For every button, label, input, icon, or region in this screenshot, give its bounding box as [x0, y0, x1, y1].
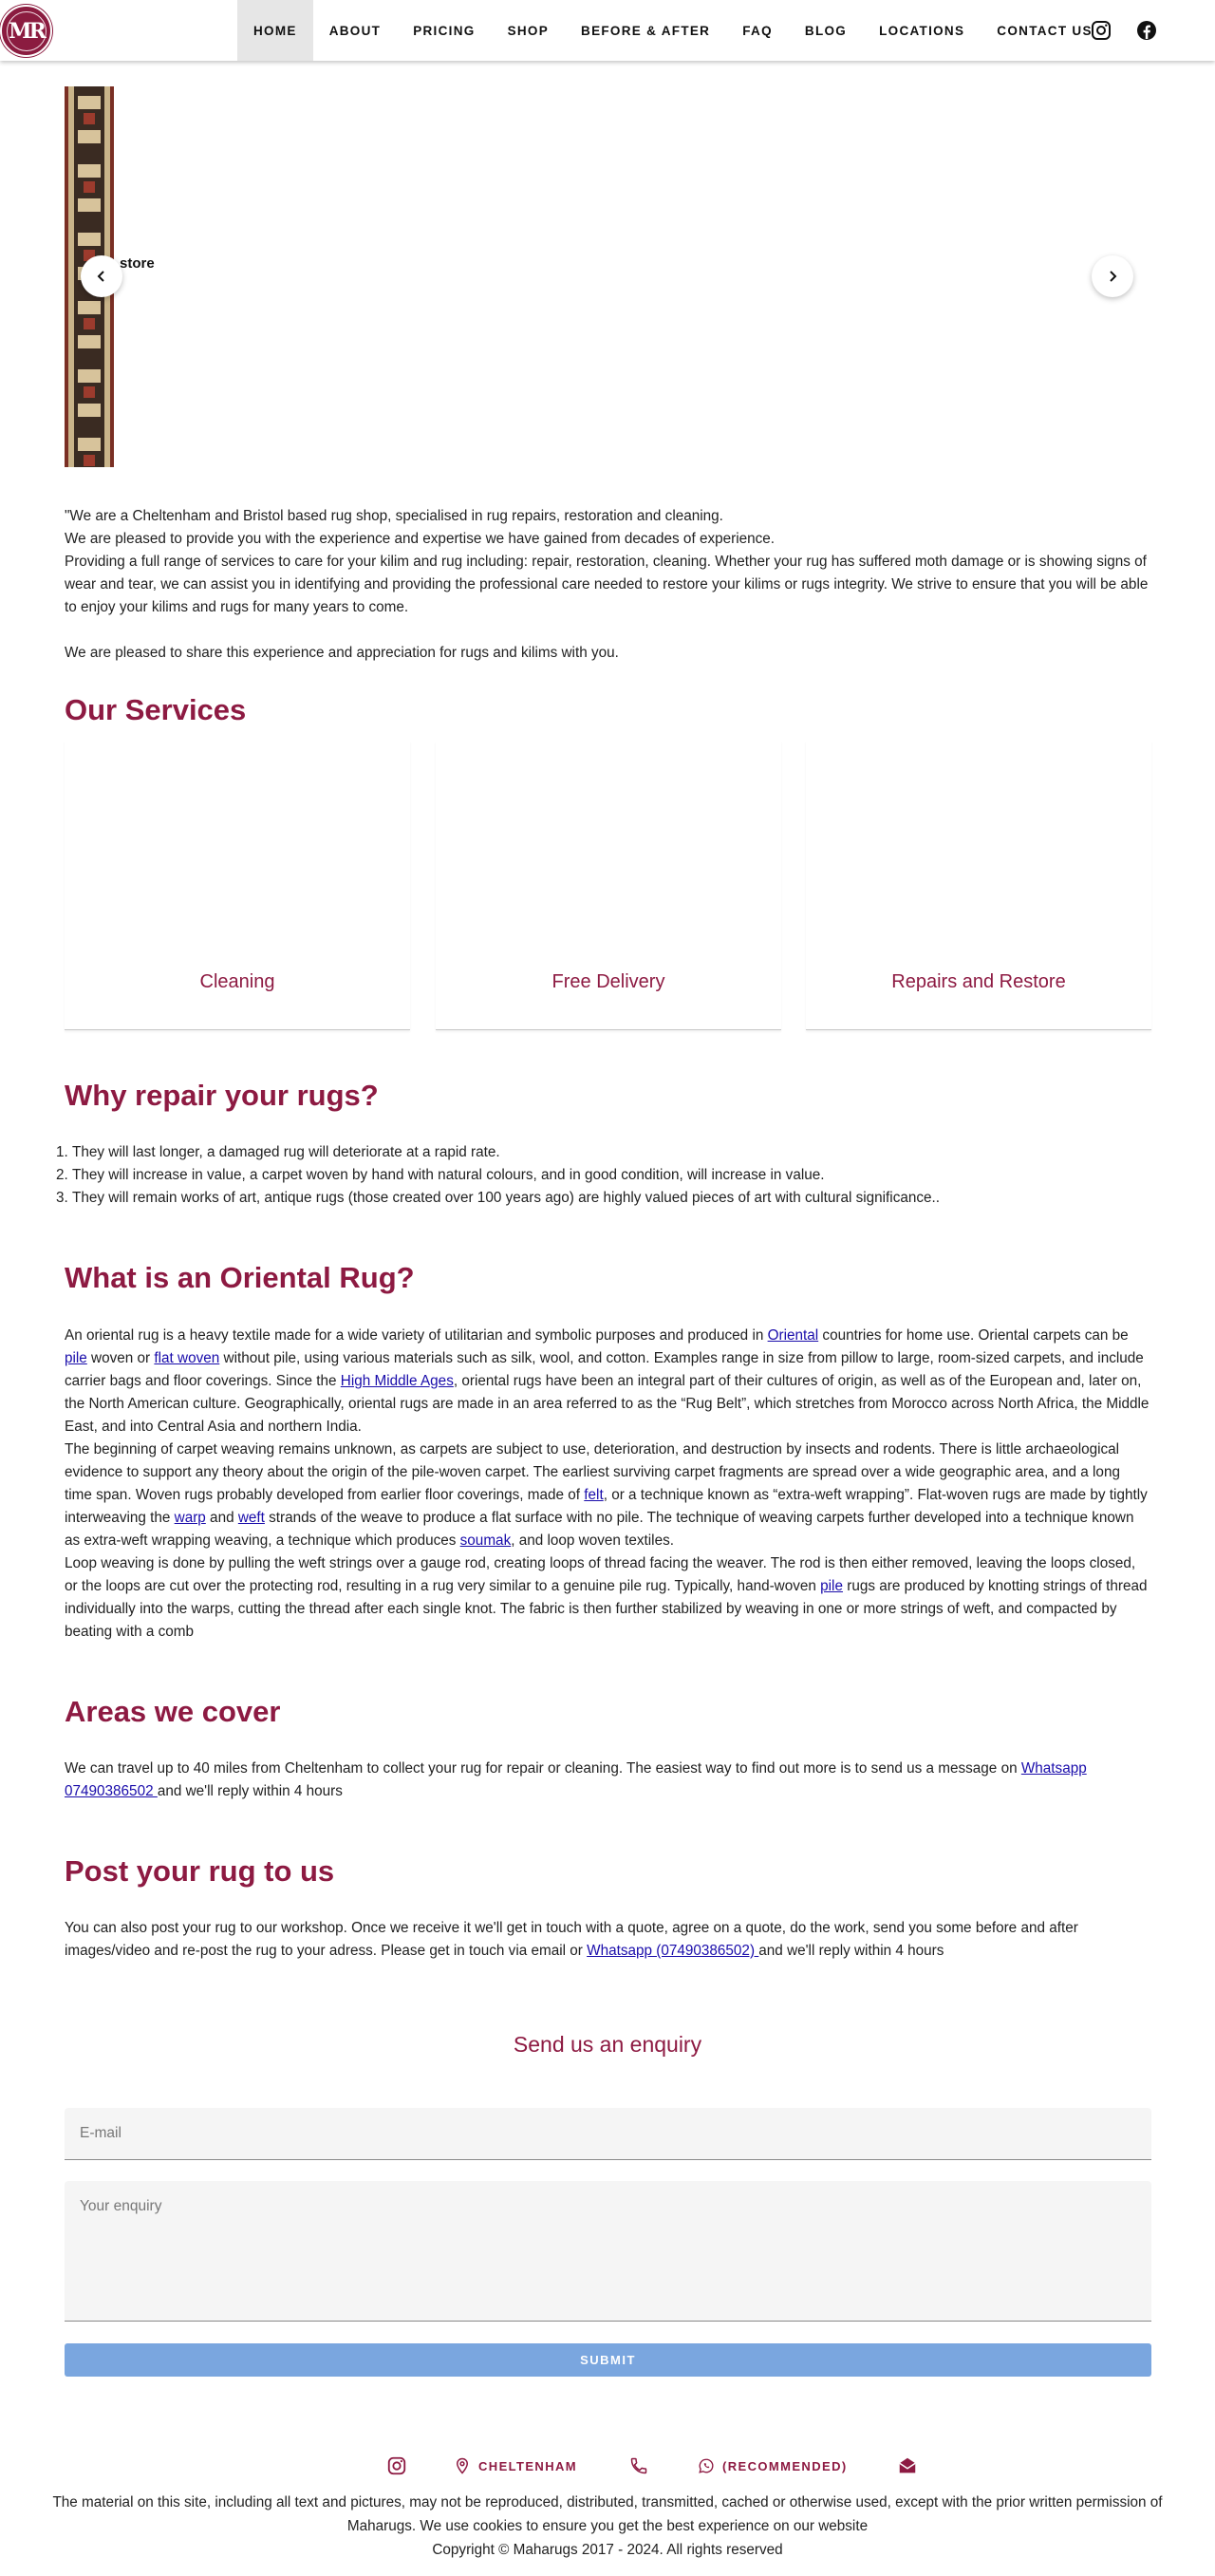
intro-line-2: We are pleased to provide you with the experience and expertise we have gained from decades of experience. [65, 531, 776, 547]
footer-phone[interactable] [629, 2454, 648, 2477]
service-card-repairs[interactable] [806, 741, 1151, 1030]
nav-item-locations[interactable]: LOCATIONS [879, 23, 965, 38]
services-heading: Our Services [65, 693, 247, 726]
areas-paragraph: We can travel up to 40 miles from Cheltenham to collect your rug for repair or cleaning. The easiest way to find out more is to send us a message on Whatsapp 07490386502 and we'll reply within 4 hours [65, 1760, 1087, 1799]
oriental-paragraph-3: Loop weaving is done by pulling the weft strings over a gauge rod, creating loops of thread facing the weaver. The rod is then either removed, leaving the loops closed, or the loops are cut over the protecting rod, resulting in a rug very similar to a genuine pile rug. Typically, hand-woven pile rugs are produced by knotting strings of thread individually into the warps, cutting the thread after each single knot. The fabric is then further stabilized by weaving in one or more strings of weft, and compacted by beating with a comb [65, 1555, 1148, 1640]
phone-icon [629, 2456, 648, 2475]
link-pile[interactable]: pile [65, 1350, 87, 1366]
footer-whatsapp[interactable] [698, 2454, 848, 2477]
post-paragraph: You can also post your rug to our workshop. Once we receive it we'll get in touch with a quote, agree on a quote, do the work, send you some before and after images/video and re-post the rug to your adress. Please get in touch via email or Whatsapp (07490386502) and we'll reply within 4 hours [65, 1920, 1078, 1959]
nav-item-blog[interactable]: BLOG [804, 23, 848, 38]
footer-mail[interactable] [897, 2454, 918, 2477]
link-flat-woven[interactable]: flat woven [154, 1350, 220, 1366]
list-item: 2. They will increase in value, a carpet woven by hand with natural colours, and in good condition, will increase in value. [56, 1164, 1151, 1187]
oriental-paragraph-1: An oriental rug is a heavy textile made for a wide variety of utilitarian and symbolic purposes and produced in Oriental countries for home use. Oriental carpets can be pile woven or flat woven without pile, using various materials such as silk, wool, and cotton. Examples range in size from pillow to large, room-sized carpets, and include carrier bags and floor coverings. Since the High Middle Ages, oriental rugs have been an integral part of their cultures of origin, as well as of the European and, later on, the North American culture. Geographically, oriental rugs are made in an area referred to as the “Rug Belt”, which stretches from Morocco across North Africa, the Middle East, and into Central Asia and northern India. [65, 1327, 1150, 1435]
whatsapp-link[interactable]: Whatsapp (07490386502) [587, 1943, 759, 1959]
footer-instagram[interactable] [386, 2454, 407, 2477]
top-navbar [0, 0, 1215, 61]
post-text [65, 1917, 1151, 1963]
intro-line-3: Providing a full range of services to care for your kilim and rug including: repair, restoration, cleaning. Whether your rug has suffered moth damage or is showing signs of wear and tear, we can assist you in identifying and providing the professional care needed to restore your kilims or rugs integrity. We strive to ensure that you will be able to enjoy your kilims and rugs for many years to come. [65, 554, 1149, 615]
link-felt[interactable]: felt [584, 1487, 604, 1503]
enquiry-textarea[interactable]: Your enquiry [65, 2181, 1151, 2322]
mail-icon [897, 2455, 918, 2476]
service-card-title: Repairs and Restore [891, 971, 1066, 992]
footer-location[interactable] [454, 2454, 577, 2477]
reasons-list [65, 1141, 1151, 1210]
link-pile[interactable]: pile [820, 1578, 843, 1594]
enquiry-title: Send us an enquiry [513, 2032, 702, 2057]
link-oriental[interactable]: Oriental [767, 1327, 819, 1344]
list-item: 1. They will last longer, a damaged rug will deteriorate at a rapid rate. [56, 1141, 1151, 1164]
link-high-middle-ages[interactable]: High Middle Ages [340, 1373, 454, 1389]
footer-contact-row [0, 2454, 1215, 2477]
instagram-icon [386, 2455, 407, 2476]
nav-item-before-after[interactable]: BEFORE & AFTER [581, 23, 711, 38]
oriental-heading: What is an Oriental Rug? [65, 1261, 415, 1294]
areas-text [65, 1758, 1151, 1803]
chevron-right-icon [1105, 269, 1120, 284]
nav-item-home[interactable]: HOME [237, 0, 313, 61]
intro-line-1: "We are a Cheltenham and Bristol based rug shop, specialised in rug repairs, restoration and cleaning. [65, 508, 723, 524]
list-item: 3. They will remain works of art, antique rugs (those created over 100 years ago) are highly valued pieces of art with cultural significance.. [56, 1187, 1151, 1210]
slide-caption: store [120, 255, 155, 272]
footer-whatsapp-label: (RECOMMENDED) [722, 2458, 848, 2473]
nav-item-pricing[interactable]: PRICING [413, 23, 476, 38]
why-heading: Why repair your rugs? [65, 1079, 379, 1112]
oriental-text [65, 1325, 1151, 1644]
carousel-prev-button[interactable] [81, 255, 122, 297]
nav-item-about[interactable]: ABOUT [328, 23, 382, 38]
submit-button[interactable]: SUBMIT [65, 2343, 1151, 2377]
footer-location-label: CHELTENHAM [478, 2458, 578, 2473]
nav-item-contact[interactable]: CONTACT US [997, 23, 1093, 38]
link-weft[interactable]: weft [237, 1510, 265, 1526]
areas-heading: Areas we cover [65, 1695, 281, 1728]
oriental-paragraph-2: The beginning of carpet weaving remains unknown, as carpets are subject to use, deterioration, and destruction by insects and rodents. There is little archaeological evidence to support any theory about the origin of the pile-woven carpet. The earliest surviving carpet fragments are spread over a wide geographic area, and a long time span. Woven rugs probably developed from earlier floor coverings, made of felt, or a technique known as “extra-weft wrapping”. Flat-woven rugs are made by tightly interweaving the warp and weft strands of the weave to produce a flat surface with no pile. The technique of weaving carpets further developed into a technique known as extra-weft wrapping weaving, a technique which produces soumak, and loop woven textiles. [65, 1441, 1148, 1549]
services-cards [65, 741, 1151, 1030]
footer-legal-text: The material on this site, including all text and pictures, may not be reproduced, distributed, transmitted, cached or otherwise used, except with the prior written permission of Maharugs. We use cookies to ensure you get the best experience on our website [52, 2494, 1163, 2534]
instagram-icon[interactable] [1090, 19, 1112, 42]
link-warp[interactable]: warp [174, 1510, 206, 1526]
brand-logo[interactable] [0, 5, 52, 57]
service-card-title: Cleaning [199, 971, 275, 992]
location-pin-icon [454, 2457, 471, 2474]
whatsapp-icon [698, 2457, 715, 2474]
intro-line-4: We are pleased to share this experience and appreciation for rugs and kilims with you. [65, 645, 619, 661]
link-soumak[interactable]: soumak [459, 1532, 512, 1549]
carousel-next-button[interactable] [1092, 255, 1133, 297]
main-menu [237, 0, 1109, 61]
nav-item-faq[interactable]: FAQ [742, 23, 773, 38]
email-field[interactable]: E-mail [65, 2108, 1151, 2160]
footer-copyright: Copyright © Maharugs 2017 - 2024. All rights reserved [432, 2542, 783, 2558]
hero-carousel [65, 86, 1151, 468]
facebook-icon[interactable] [1135, 19, 1158, 42]
intro-text [65, 505, 1151, 665]
service-card-title: Free Delivery [551, 971, 665, 992]
post-heading: Post your rug to us [65, 1854, 335, 1888]
whatsapp-link[interactable]: Whatsapp 07490386502 [65, 1760, 1087, 1799]
brand-logo-text: MR [7, 11, 47, 51]
service-card-cleaning[interactable] [65, 741, 410, 1030]
footer-legal [0, 2491, 1215, 2562]
service-card-delivery[interactable] [436, 741, 781, 1030]
nav-item-shop[interactable]: SHOP [507, 23, 550, 38]
chevron-left-icon [94, 269, 109, 284]
